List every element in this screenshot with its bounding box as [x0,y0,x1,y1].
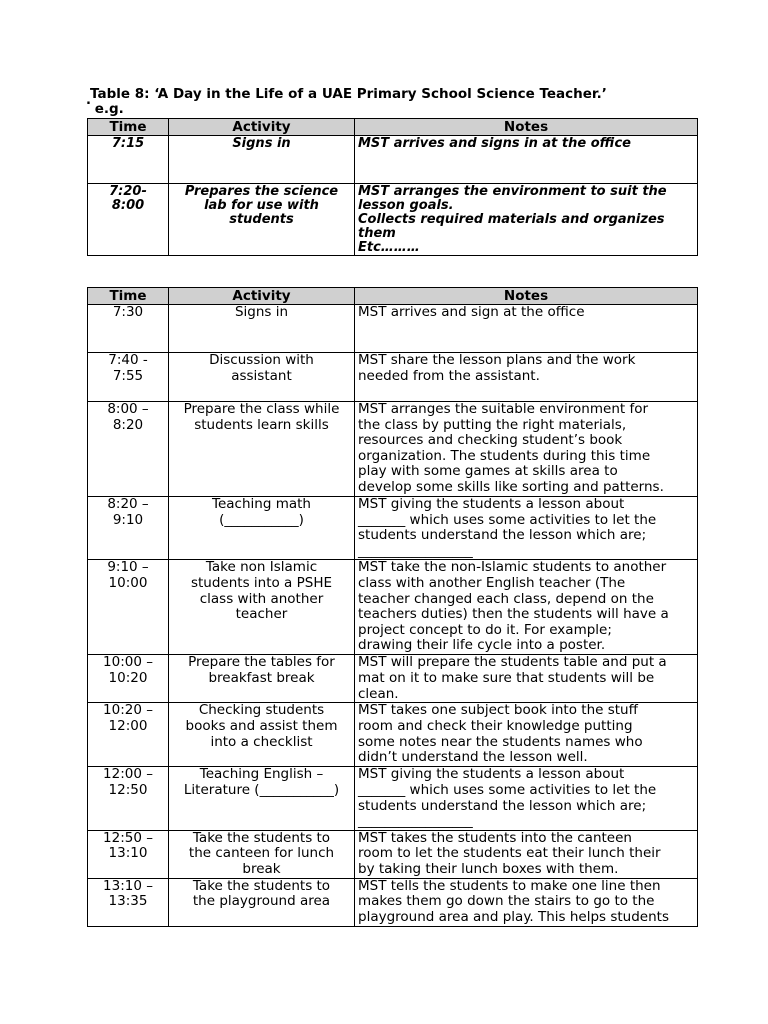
notes-cell: MST giving the students a lesson about _______ which uses some activities to let the students understand the lesson which are; _________________ [355,767,698,830]
notes-cell: MST takes the students into the canteen room to let the students eat their lunch their by taking their lunch boxes with them. [355,830,698,878]
header-activity: Activity [169,288,355,305]
time-cell: 7:30 [88,305,169,353]
example-row [88,184,698,256]
activity-cell: Discussion with assistant [169,353,355,402]
schedule-table [87,287,698,927]
header-notes: Notes [355,288,698,305]
activity-cell: Take the students to the playground area [169,878,355,926]
schedule-header-row [88,288,698,305]
time-cell: 12:50 – 13:10 [88,830,169,878]
time-cell: 8:00 – 8:20 [88,402,169,497]
activity-cell: Signs in [169,305,355,353]
activity-cell: Take non Islamic students into a PSHE class with another teacher [169,560,355,655]
activity-cell: Take the students to the canteen for lunch break [169,830,355,878]
notes-cell: MST giving the students a lesson about _______ which uses some activities to let the students understand the lesson which are; _________________ [355,497,698,560]
notes-cell: MST arranges the suitable environment for the class by putting the right materials, resources and checking student’s book organization. The students during this time play with some games at skills area to develop some skills like sorting and patterns. [355,402,698,497]
time-cell: 9:10 – 10:00 [88,560,169,655]
table-caption-line1: Table 8: ‘A Day in the Life of a UAE Primary School Science Teacher.’ [90,86,607,102]
notes-cell: MST share the lesson plans and the work needed from the assistant. [355,353,698,402]
schedule-row [88,703,698,767]
time-cell: 7:15 [88,136,169,184]
notes-cell: MST tells the students to make one line then makes them go down the stairs to go to the playground area and play. This helps students [355,878,698,926]
example-table [87,118,698,256]
time-cell: 10:00 – 10:20 [88,655,169,703]
time-cell: 7:40 - 7:55 [88,353,169,402]
notes-cell: MST will prepare the students table and put a mat on it to make sure that students will be clean. [355,655,698,703]
schedule-row [88,655,698,703]
time-cell: 10:20 – 12:00 [88,703,169,767]
header-time: Time [88,288,169,305]
notes-cell: MST takes one subject book into the stuff room and check their knowledge putting some notes near the students names who didn’t understand the lesson well. [355,703,698,767]
schedule-row [88,878,698,926]
activity-cell: Prepare the class while students learn skills [169,402,355,497]
header-activity: Activity [169,119,355,136]
notes-cell: MST arrives and signs in at the office [355,136,698,184]
time-cell: 13:10 – 13:35 [88,878,169,926]
activity-cell: Signs in [169,136,355,184]
time-cell: 7:20- 8:00 [88,184,169,256]
header-time: Time [88,119,169,136]
notes-cell: MST arrives and sign at the office [355,305,698,353]
schedule-row [88,497,698,560]
table-caption-line2: e.g. [94,101,124,117]
time-cell: 8:20 – 9:10 [88,497,169,560]
activity-cell: Prepare the tables for breakfast break [169,655,355,703]
activity-cell: Checking students books and assist them into a checklist [169,703,355,767]
schedule-row [88,767,698,830]
schedule-row [88,560,698,655]
schedule-row [88,305,698,353]
schedule-row [88,353,698,402]
bullet-dot: . [86,93,91,108]
example-row [88,136,698,184]
activity-cell: Prepares the science lab for use with students [169,184,355,256]
table-caption [90,87,607,117]
example-header-row [88,119,698,136]
time-cell: 12:00 – 12:50 [88,767,169,830]
activity-cell: Teaching math (___________) [169,497,355,560]
notes-cell: MST take the non-Islamic students to another class with another English teacher (The teacher changed each class, depend on the teachers duties) then the students will have a project concept to do it. For example; drawing their life cycle into a poster. [355,560,698,655]
activity-cell: Teaching English – Literature (___________) [169,767,355,830]
header-notes: Notes [355,119,698,136]
notes-cell: MST arranges the environment to suit the lesson goals. Collects required materials and organizes them Etc……… [355,184,698,256]
schedule-row [88,830,698,878]
schedule-row [88,402,698,497]
